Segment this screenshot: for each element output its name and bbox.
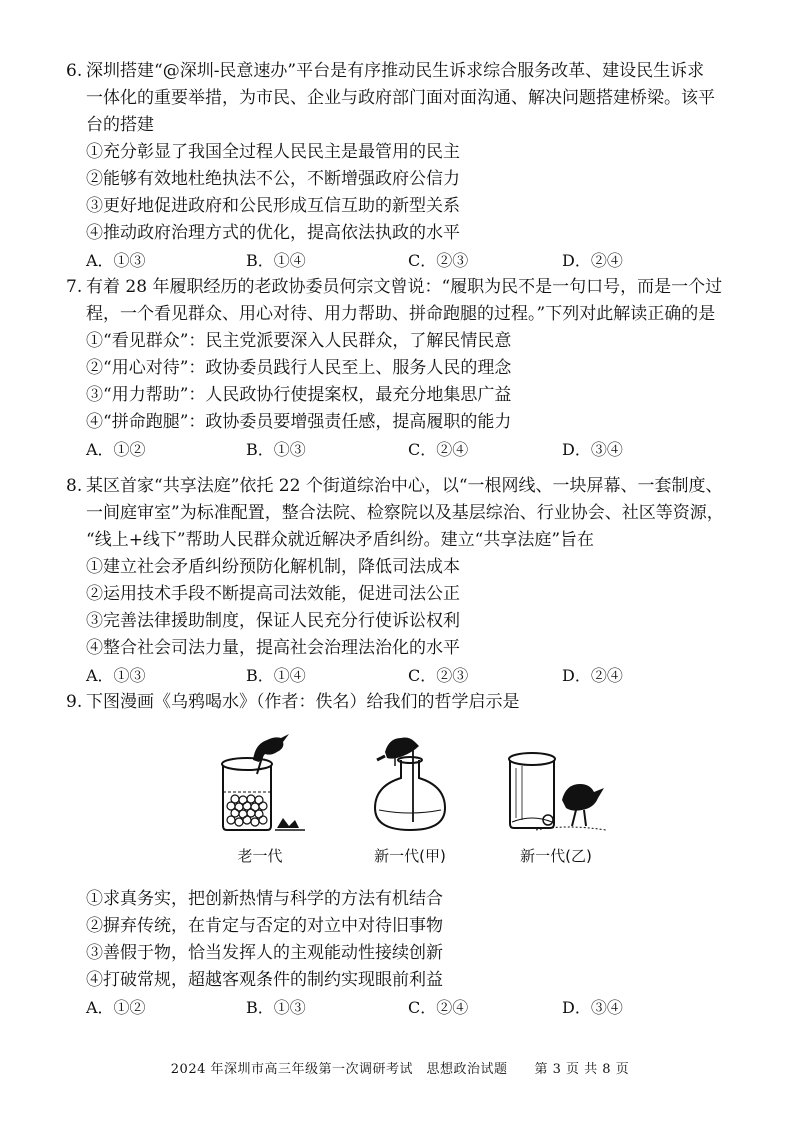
choice-d[interactable]: D．③④ [562, 440, 623, 459]
choice-a[interactable]: A．①② [86, 440, 146, 459]
choice-c[interactable]: C．②③ [408, 666, 469, 685]
answer-choices [86, 247, 756, 274]
statement: ④推动政府治理方式的优化，提高依法执政的水平 [86, 223, 460, 243]
choice-a[interactable]: A．①③ [86, 666, 146, 685]
statement: ②“用心对待”：政协委员践行人民至上、服务人民的理念 [86, 358, 512, 378]
statement: ①求真务实，把创新热情与科学的方法有机结合 [86, 889, 443, 909]
statement: ④打破常规，超越客观条件的制约实现眼前利益 [86, 970, 443, 990]
question-stem-line: 9. 下图漫画《乌鸦喝水》（作者：佚名）给我们的哲学启示是 [66, 689, 756, 716]
question-stem-line: 8. 某区首家“共享法庭”依托 22 个街道综治中心，以“一根网线、一块屏幕、一套制度、 [66, 473, 756, 500]
question-stem-line: 一间庭审室”为标准配置，整合法院、检察院以及基层综治、行业协会、社区等资源， [86, 503, 724, 523]
choice-c[interactable]: C．②④ [408, 998, 469, 1017]
question-stem-line: 一体化的重要举措，为市民、企业与政府部门面对面沟通、解决问题搭建桥梁。该平 [86, 88, 715, 108]
question-9 [66, 689, 756, 716]
statement: ③善假于物，恰当发挥人的主观能动性接续创新 [86, 943, 443, 963]
statement: ①“看见群众”：民主党派要深入人民群众，了解民情民意 [86, 331, 512, 351]
question-stem-line: 7. 有着 28 年履职经历的老政协委员何宗文曾说：“履职为民不是一句口号，而是一个过 [66, 274, 756, 301]
question-stem-line: 程，一个看见群众、用心对待、用力帮助、拼命跑腿的过程。”下列对此解读正确的是 [86, 304, 716, 324]
statement: ①建立社会矛盾纠纷预防化解机制，降低司法成本 [86, 557, 460, 577]
question-9-options [66, 886, 756, 1021]
crow-pebbles-jar-illustration [205, 730, 315, 835]
question-stem-line: “线上+线下”帮助人民群众就近解决矛盾纠纷。建立“共享法庭”旨在 [86, 530, 595, 550]
statement: ④“拼命跑腿”：政协委员要增强责任感，提高履职的能力 [86, 412, 512, 432]
answer-choices [86, 994, 756, 1021]
statement: ④整合社会司法力量，提高社会治理法治化的水平 [86, 638, 460, 658]
question-6 [66, 58, 756, 274]
statement: ③“用力帮助”：人民政协行使提案权，最充分地集思广益 [86, 385, 512, 405]
question-7 [66, 274, 756, 463]
figure-caption: 新一代(乙) [520, 847, 592, 865]
question-8 [66, 473, 756, 689]
choice-a[interactable]: A．①③ [86, 251, 146, 270]
question-number: 8. [66, 476, 83, 496]
choice-b[interactable]: B．①③ [246, 440, 306, 459]
choice-b[interactable]: B．①④ [246, 666, 306, 685]
statement: ②摒弃传统，在肯定与否定的对立中对待旧事物 [86, 916, 443, 936]
statement: ②能够有效地杜绝执法不公，不断增强政府公信力 [86, 169, 460, 189]
cartoon-new-generation-b [496, 730, 616, 866]
choice-c[interactable]: C．②④ [408, 440, 469, 459]
choice-d[interactable]: D．②④ [562, 666, 623, 685]
choice-d[interactable]: D．③④ [562, 998, 623, 1017]
question-stem-line: 6. 深圳搭建“@深圳-民意速办”平台是有序推动民生诉求综合服务改革、建设民生诉求 [66, 58, 756, 85]
statement: ③完善法律援助制度，保证人民充分行使诉讼权利 [86, 611, 460, 631]
question-number: 9. [66, 692, 83, 712]
question-number: 6. [66, 61, 83, 81]
cartoon-new-generation-a [350, 730, 470, 866]
question-stem-line: 台的搭建 [86, 115, 154, 135]
crow-straw-flask-illustration [355, 730, 465, 835]
cartoon-old-generation [200, 730, 320, 866]
page-footer: 2024 年深圳市高三年级第一次调研考试 思想政治试题 第 3 页 共 8 页 [170, 1062, 630, 1077]
statement: ③更好地促进政府和公民形成互信互助的新型关系 [86, 196, 460, 216]
answer-choices [86, 436, 756, 463]
statement: ①充分彰显了我国全过程人民民主是最管用的民主 [86, 142, 460, 162]
figure-caption: 老一代 [237, 847, 283, 865]
crow-tipping-jar-illustration [496, 730, 616, 835]
choice-c[interactable]: C．②③ [408, 251, 469, 270]
choice-b[interactable]: B．①④ [246, 251, 306, 270]
choice-a[interactable]: A．①② [86, 998, 146, 1017]
cartoon-panels [200, 730, 620, 870]
statement: ②运用技术手段不断提高司法效能，促进司法公正 [86, 584, 460, 604]
choice-d[interactable]: D．②④ [562, 251, 623, 270]
question-number: 7. [66, 277, 83, 297]
answer-choices [86, 662, 756, 689]
figure-caption: 新一代(甲) [374, 847, 446, 865]
choice-b[interactable]: B．①③ [246, 998, 306, 1017]
